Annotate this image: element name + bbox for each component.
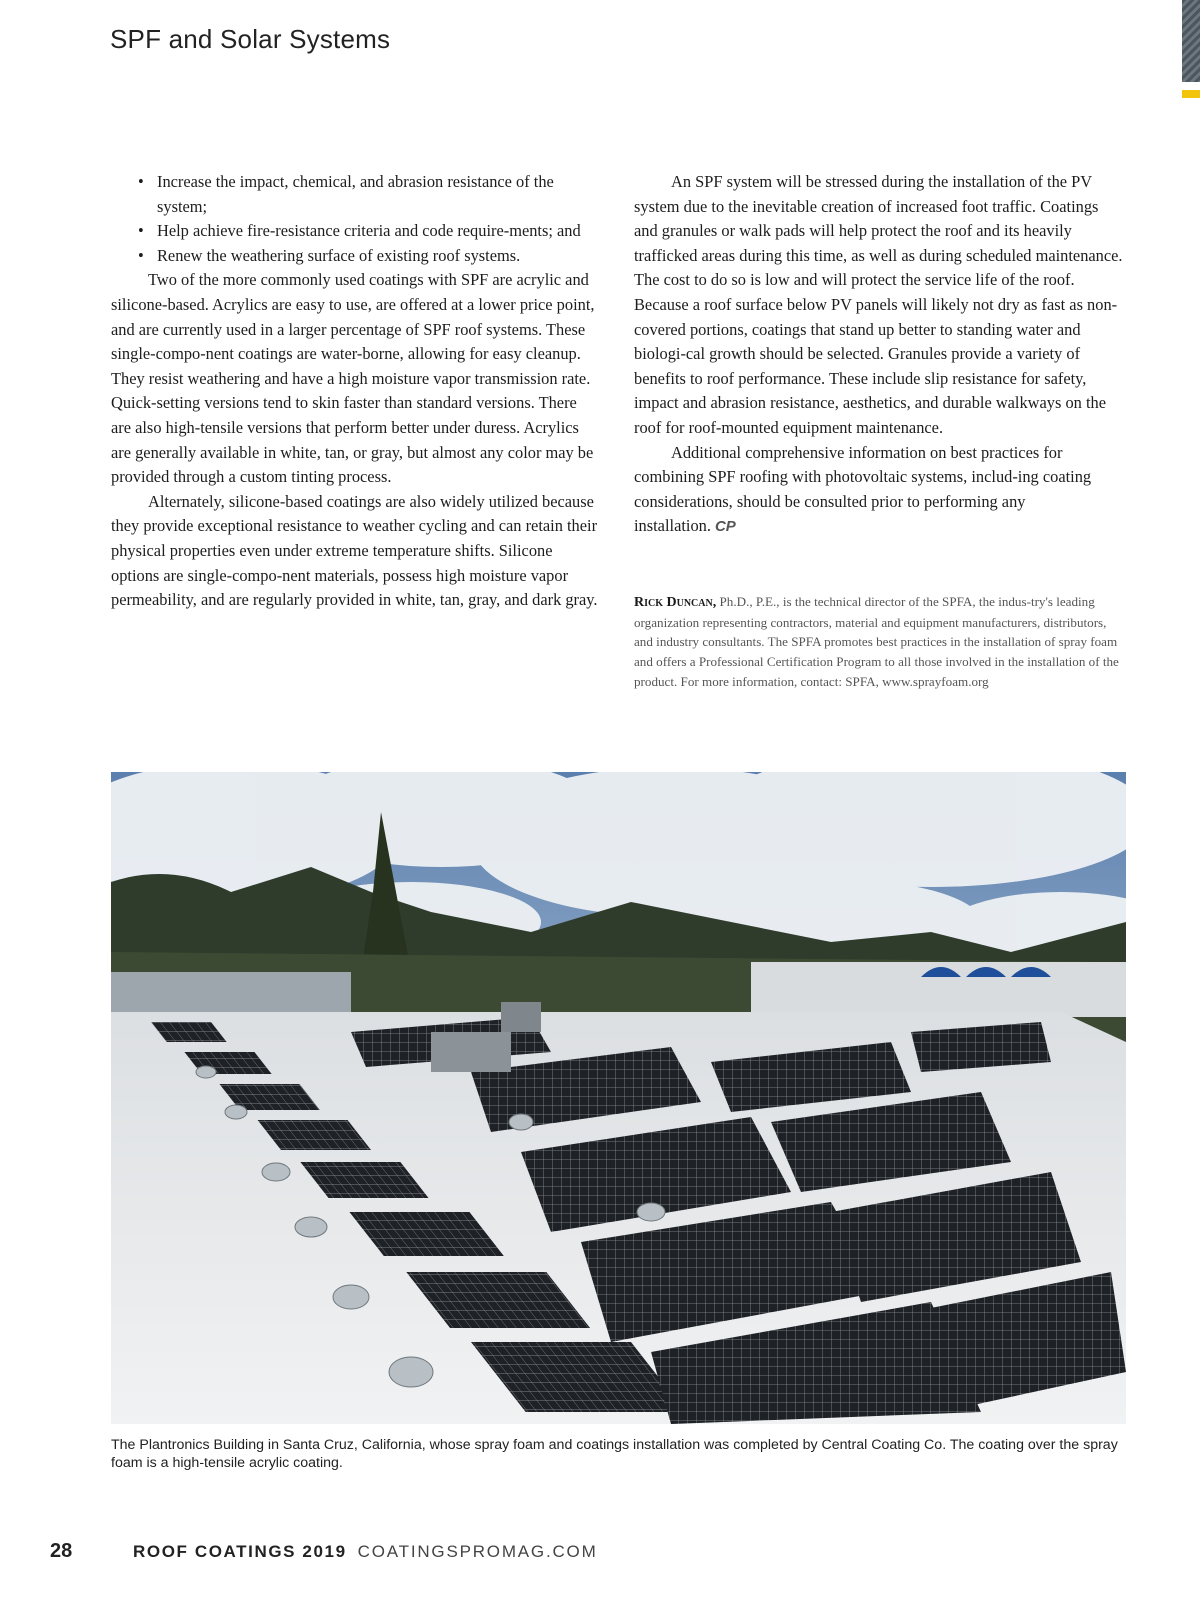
body-paragraph-final	[634, 441, 1126, 540]
final-paragraph-text: Additional comprehensive information on best practices for combining SPF roofing with photovoltaic systems, includ-ing coating considerations, should be consulted prior to performing any installation.	[634, 442, 1092, 536]
body-paragraph: Two of the more commonly used coatings with SPF are acrylic and silicone-based. Acrylics are easy to use, are offered at a lower price point, and are currently used in a larger percentage of SPF roof systems. These single-compo-nent coatings are water-borne, allowing for easy cleanup. They resist weathering and have a high moisture vapor transmission rate. Quick-setting versions tend to skin faster than standard versions. There are also high-tensile versions that perform better under duress. Acrylics are generally available in white, tan, or gray, but almost any color may be provided through a custom tinting process.	[111, 270, 595, 487]
photo-caption: The Plantronics Building in Santa Cruz, California, whose spray foam and coatings installation was completed by Central Coating Co. The coating over the spray foam is a high-tensile acrylic coating.	[111, 1437, 1118, 1471]
publication-name: ROOF COATINGS 2019	[133, 1542, 347, 1561]
author-bio-text: Ph.D., P.E., is the technical director of the SPFA, the indus-try's leading organization representing contractors, material and equipment manufacturers, distributors, and industry consultants. The SPFA promotes best practices in the installation of spray foam and offers a Professional Certification Program to all those involved in the installation of the product. For more information, contact: SPFA, www.sprayfoam.org	[634, 594, 1119, 689]
left-column	[111, 170, 599, 613]
body-paragraph: Alternately, silicone-based coatings are also widely utilized because they provide exceptional resistance to weather cycling and can retain their physical properties even under extreme temperature shifts. Silicone options are single-compo-nent materials, possess high moisture vapor permeability, and are regularly provided in white, tan, gray, and dark gray.	[111, 491, 598, 610]
bullet-item: • Help achieve fire-resistance criteria and code require-ments; and	[157, 219, 599, 244]
author-bio	[634, 592, 1126, 692]
page-footer	[50, 1540, 950, 1563]
author-name: Rick Duncan,	[634, 595, 717, 610]
page-number: 28	[50, 1540, 73, 1562]
corner-tab-decoration	[1182, 0, 1200, 82]
corner-accent-bar	[1182, 90, 1200, 98]
bullet-item: • Increase the impact, chemical, and abrasion resistance of the system;	[157, 170, 599, 219]
bullet-item: • Renew the weathering surface of existing roof systems.	[157, 244, 599, 269]
bullet-list	[111, 170, 599, 268]
website-link[interactable]: COATINGSPROMAG.COM	[357, 1542, 598, 1561]
body-paragraph: An SPF system will be stressed during the installation of the PV system due to the inevitable creation of increased foot traffic. Coatings and granules or walk pads will help protect the roof and its heavily trafficked areas during this time, as well as during scheduled maintenance. The cost to do so is low and will protect the service life of the roof. Because a roof surface below PV panels will likely not dry as fast as non-covered portions, coatings that stand up better to standing water and biologi-cal growth should be selected. Granules provide a variety of benefits to roof performance. These include slip resistance for safety, impact and abrasion resistance, aesthetics, and durable walkways on the roof for roof-mounted equipment maintenance.	[634, 172, 1123, 437]
end-mark: CP	[714, 518, 736, 536]
right-column	[634, 170, 1126, 540]
rooftop-solar-photo	[111, 772, 1126, 1424]
section-title: SPF and Solar Systems	[110, 24, 391, 54]
